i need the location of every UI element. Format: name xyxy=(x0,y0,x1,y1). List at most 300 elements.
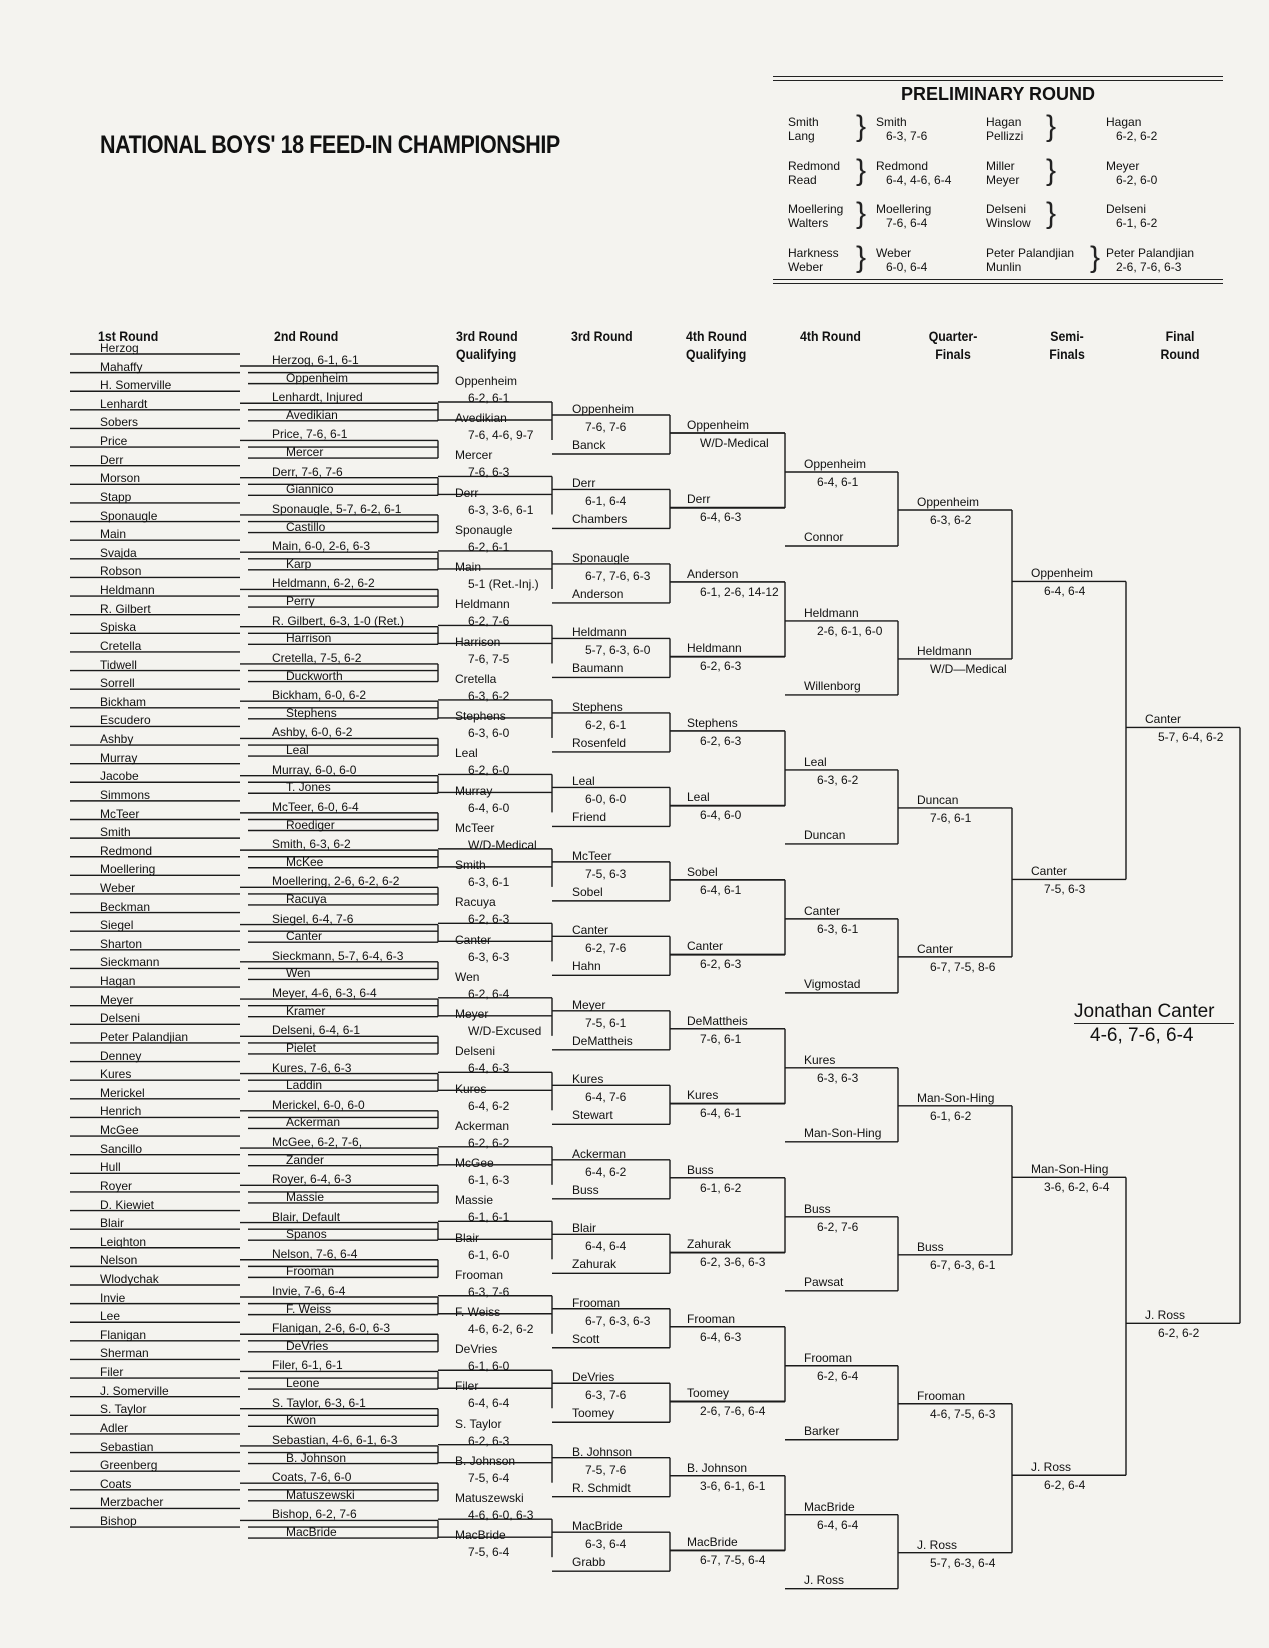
bracket-entry: Mercer xyxy=(455,448,493,463)
bracket-score: W/D-Medical xyxy=(468,837,537,852)
bracket-entry: Matuszewski xyxy=(286,1487,355,1502)
bracket-entry: Leal xyxy=(572,774,595,789)
bracket-score: W/D—Medical xyxy=(930,661,1007,676)
bracket-entry: Beckman xyxy=(100,899,151,914)
bracket-entry: Buss xyxy=(572,1182,599,1197)
bracket-entry: Buss xyxy=(687,1162,714,1177)
bracket-entry: R. Schmidt xyxy=(572,1480,631,1495)
bracket-entry: Sobel xyxy=(572,884,603,899)
bracket-entry: Anderson xyxy=(572,586,624,601)
bracket-entry: Leal xyxy=(687,790,710,805)
bracket-entry: Robson xyxy=(100,564,142,579)
bracket-entry: Willenborg xyxy=(804,678,861,693)
bracket-score: 6-2, 6-4 xyxy=(468,986,510,1001)
round-header: 2nd Round xyxy=(274,328,339,344)
bracket-entry: DeMattheis xyxy=(687,1013,748,1028)
bracket-score: 6-4, 6-2 xyxy=(585,1164,627,1179)
bracket-entry: Man-Son-Hing xyxy=(804,1125,882,1140)
bracket-entry: Bishop, 6-2, 7-6 xyxy=(272,1507,357,1522)
bracket-score: 6-4, 6-2 xyxy=(468,1098,510,1113)
bracket-entry: Morson xyxy=(100,471,141,486)
bracket-entry: Zahurak xyxy=(572,1257,617,1272)
bracket-score: 6-3, 7-6 xyxy=(585,1388,627,1403)
bracket-entry: Duncan xyxy=(804,827,846,842)
bracket-score: 7-6, 6-1 xyxy=(930,810,972,825)
prelim-score: 6-2, 6-2 xyxy=(1116,129,1158,143)
bracket-entry: Price xyxy=(100,434,128,449)
bracket-entry: Heldmann xyxy=(100,583,155,598)
round-header: 4th Round xyxy=(800,328,861,344)
bracket-entry: Oppenheim xyxy=(286,370,349,385)
bracket-entry: Ackerman xyxy=(455,1118,510,1133)
bracket-entry: Kures xyxy=(455,1081,487,1096)
bracket-entry: Heldmann xyxy=(455,597,510,612)
round-header: Final xyxy=(1165,328,1195,344)
round-header: 3rd Round xyxy=(571,328,633,344)
bracket-entry: Rosenfeld xyxy=(572,735,627,750)
bracket-score: 6-3, 6-4 xyxy=(585,1537,627,1552)
preliminary-title: PRELIMINARY ROUND xyxy=(900,84,1095,104)
bracket-entry: Derr, 7-6, 7-6 xyxy=(272,464,343,479)
bracket-entry: Henrich xyxy=(100,1104,142,1119)
bracket-entry: Pawsat xyxy=(804,1274,844,1289)
bracket-entry: Jacobe xyxy=(100,769,139,784)
bracket-entry: Anderson xyxy=(687,566,739,581)
prelim-score: 6-0, 6-4 xyxy=(886,259,928,274)
bracket-entry: B. Johnson xyxy=(286,1450,347,1465)
bracket-score: 3-6, 6-1, 6-1 xyxy=(700,1478,766,1493)
bracket-score: 3-6, 6-2, 6-4 xyxy=(1044,1180,1110,1195)
bracket-score: 7-6, 6-1 xyxy=(700,1031,742,1046)
bracket-entry: Simmons xyxy=(100,787,151,802)
bracket-score: 6-7, 7-5, 8-6 xyxy=(930,959,996,974)
bracket-entry: Royer, 6-4, 6-3 xyxy=(272,1172,352,1187)
bracket-score: 6-2, 6-2 xyxy=(468,1135,510,1150)
bracket-entry: Sobers xyxy=(100,415,139,430)
bracket-entry: DeVries xyxy=(572,1370,615,1385)
bracket-entry: Friend xyxy=(572,810,607,825)
bracket-entry: Duncan xyxy=(917,792,959,807)
bracket-score: 6-2, 6-1 xyxy=(468,539,510,554)
bracket-entry: Derr xyxy=(572,476,596,491)
bracket-entry: Canter xyxy=(804,903,841,918)
bracket-score: 6-1, 6-3 xyxy=(468,1173,510,1188)
bracket-entry: McTeer xyxy=(455,820,495,835)
bracket-entry: MacBride xyxy=(804,1499,855,1514)
bracket-entry: Scott xyxy=(572,1331,600,1346)
prelim-winner: Weber xyxy=(876,245,912,260)
bracket-entry: Barker xyxy=(804,1423,840,1438)
bracket-entry: Pielet xyxy=(286,1040,317,1055)
bracket-entry: Greenberg xyxy=(100,1458,158,1473)
bracket-entry: Sieckmann, 5-7, 6-4, 6-3 xyxy=(272,948,404,963)
prelim-player: Winslow xyxy=(986,216,1031,230)
prelim-player: Weber xyxy=(788,259,824,274)
bracket-entry: Leighton xyxy=(100,1234,147,1249)
bracket-score: 6-2, 6-3 xyxy=(700,659,742,674)
bracket-entry: Ashby, 6-0, 6-2 xyxy=(272,725,353,740)
bracket-score: 7-5, 6-4 xyxy=(468,1545,510,1560)
bracket-entry: McGee xyxy=(455,1156,494,1171)
bracket-score: 6-2, 7-6 xyxy=(468,614,510,629)
bracket-entry: Kures xyxy=(572,1072,604,1087)
bracket-entry: Canter xyxy=(455,932,492,947)
prelim-player: Pellizzi xyxy=(986,129,1024,143)
bracket-score: 6-4, 6-1 xyxy=(700,882,742,897)
bracket-entry: Zander xyxy=(286,1152,325,1167)
prelim-player: Delseni xyxy=(986,202,1027,216)
bracket-entry: Perry xyxy=(286,594,315,609)
bracket-score: 6-1, 6-1 xyxy=(468,1210,510,1225)
bracket-entry: Ackerman xyxy=(572,1146,627,1161)
bracket-score: 6-3, 6-3 xyxy=(817,1070,859,1085)
bracket-entry: Oppenheim xyxy=(917,495,980,509)
bracket-entry: Stephens xyxy=(286,705,337,720)
bracket-score: 6-4, 6-4 xyxy=(468,1396,510,1411)
bracket-entry: Invie, 7-6, 6-4 xyxy=(272,1284,346,1298)
bracket-entry: Leal xyxy=(455,746,478,761)
bracket-entry: Cretella xyxy=(100,638,142,653)
bracket-entry: Delseni xyxy=(100,1011,141,1026)
champion-name: Jonathan Canter xyxy=(1074,1001,1215,1022)
bracket-entry: Siegel, 6-4, 7-6 xyxy=(272,911,354,926)
bracket-entry: Merzbacher xyxy=(100,1495,164,1510)
brace-icon: } xyxy=(1046,197,1057,230)
prelim-score: 6-2, 6-0 xyxy=(1116,172,1158,187)
bracket-entry: McTeer xyxy=(100,806,140,821)
bracket-score: 6-4, 6-0 xyxy=(700,808,742,823)
bracket-score: 7-6, 6-3 xyxy=(468,465,510,480)
bracket-entry: Massie xyxy=(455,1193,494,1208)
bracket-entry: Frooman xyxy=(687,1311,736,1326)
bracket-score: 7-5, 7-6 xyxy=(585,1462,627,1477)
bracket-entry: Sponaugle xyxy=(455,522,513,537)
bracket-entry: Nelson, 7-6, 6-4 xyxy=(272,1246,358,1261)
bracket-score: 7-6, 7-6 xyxy=(585,420,627,434)
bracket-entry: Frooman xyxy=(286,1264,335,1279)
bracket-entry: Man-Son-Hing xyxy=(917,1090,995,1105)
bracket-entry: Canter xyxy=(1145,712,1182,727)
bracket-score: 6-4, 6-3 xyxy=(700,1329,742,1344)
bracket-entry: Filer xyxy=(455,1379,479,1394)
bracket-entry: Ackerman xyxy=(286,1115,341,1130)
round-header: Semi- xyxy=(1050,328,1084,344)
bracket-entry: J. Ross xyxy=(804,1572,845,1587)
bracket-entry: Moellering xyxy=(100,862,156,877)
bracket-entry: Smith xyxy=(455,858,486,873)
bracket-score: 6-2, 6-3 xyxy=(700,733,742,748)
bracket-entry: Stephens xyxy=(572,699,623,714)
bracket-entry: Meyer, 4-6, 6-3, 6-4 xyxy=(272,986,377,1001)
bracket-score: 5-7, 6-3, 6-4 xyxy=(930,1555,996,1570)
bracket-entry: Price, 7-6, 6-1 xyxy=(272,427,348,442)
bracket-entry: Smith, 6-3, 6-2 xyxy=(272,837,351,852)
bracket-entry: Derr xyxy=(455,485,479,500)
bracket-score: 2-6, 6-1, 6-0 xyxy=(817,623,883,638)
bracket-entry: McGee xyxy=(100,1123,139,1138)
prelim-player: Read xyxy=(788,172,817,187)
bracket-score: 6-3, 6-2 xyxy=(930,513,972,527)
bracket-score: W/D-Medical xyxy=(700,436,769,450)
bracket-entry: Sorrell xyxy=(100,676,135,691)
bracket-score: W/D-Excused xyxy=(468,1024,542,1039)
bracket-entry: Oppenheim xyxy=(572,402,635,416)
bracket-entry: Meyer xyxy=(572,997,606,1012)
bracket-entry: MacBride xyxy=(687,1535,738,1550)
bracket-entry: Racuya xyxy=(286,891,327,906)
bracket-entry: Connor xyxy=(804,530,844,544)
bracket-score: 6-2, 6-4 xyxy=(1044,1478,1086,1493)
bracket-entry: Wen xyxy=(455,969,480,984)
bracket-entry: Canter xyxy=(1031,864,1068,879)
bracket-entry: J. Ross xyxy=(1145,1308,1186,1323)
bracket-score: 6-7, 7-6, 6-3 xyxy=(585,568,651,583)
bracket-entry: D. Kiewiet xyxy=(100,1197,155,1212)
bracket-entry: Oppenheim xyxy=(1031,566,1094,581)
bracket-entry: MacBride xyxy=(455,1528,506,1543)
bracket-score: 7-5, 6-3 xyxy=(585,866,627,881)
round-header-sub: Finals xyxy=(935,346,971,362)
brace-icon: } xyxy=(1046,153,1057,187)
bracket-score: 6-2, 6-1 xyxy=(585,717,627,732)
bracket-entry: R. Gilbert xyxy=(100,601,151,616)
bracket-entry: Heldmann xyxy=(917,643,972,658)
bracket-entry: Main xyxy=(100,527,127,542)
bracket-entry: Kwon xyxy=(286,1413,317,1428)
bracket-score: 6-3, 6-3 xyxy=(468,949,510,964)
bracket-entry: Nelson xyxy=(100,1253,138,1268)
prelim-player: Moellering xyxy=(788,202,844,216)
bracket-entry: S. Taylor xyxy=(455,1416,502,1431)
round-header: 3rd Round xyxy=(456,328,518,344)
bracket-entry: Massie xyxy=(286,1189,325,1204)
bracket-entry: Buss xyxy=(804,1201,831,1216)
bracket-entry: Invie xyxy=(100,1290,126,1305)
prelim-score: 7-6, 6-4 xyxy=(886,216,928,230)
bracket-entry: Buss xyxy=(917,1239,944,1254)
bracket-entry: Frooman xyxy=(804,1350,853,1365)
bracket-entry: Racuya xyxy=(455,895,496,910)
prelim-player: Munlin xyxy=(986,259,1022,274)
prelim-score: 2-6, 7-6, 6-3 xyxy=(1116,259,1182,274)
bracket-score: 6-3, 6-0 xyxy=(468,726,510,741)
bracket-entry: Smith xyxy=(100,825,131,840)
page-title: NATIONAL BOYS' 18 FEED-IN CHAMPIONSHIP xyxy=(100,131,560,159)
bracket-entry: Man-Son-Hing xyxy=(1031,1162,1109,1177)
bracket-entry: Kures xyxy=(687,1088,719,1103)
bracket-entry: Lenhardt, Injured xyxy=(272,390,363,405)
prelim-player: Smith xyxy=(788,115,819,129)
bracket-entry: Peter Palandjian xyxy=(100,1029,189,1044)
round-header: Quarter- xyxy=(928,328,978,344)
bracket-entry: Svajda xyxy=(100,545,137,560)
bracket-score: 6-4, 6-3 xyxy=(468,1061,510,1076)
bracket-entry: Avedikian xyxy=(455,411,507,426)
bracket-entry: Siegel xyxy=(100,918,134,933)
bracket-entry: Canter xyxy=(687,939,724,954)
bracket-entry: Filer xyxy=(100,1365,124,1380)
bracket-entry: Stephens xyxy=(455,709,506,724)
bracket-entry: Delseni, 6-4, 6-1 xyxy=(272,1023,361,1038)
bracket-score: 6-4, 7-6 xyxy=(585,1090,627,1105)
bracket-entry: Grabb xyxy=(572,1555,606,1570)
bracket-entry: Adler xyxy=(100,1420,129,1435)
bracket-entry: B. Johnson xyxy=(687,1460,748,1475)
prelim-player: Miller xyxy=(986,158,1015,173)
brace-icon: } xyxy=(1046,110,1057,143)
bracket-entry: B. Johnson xyxy=(572,1444,633,1459)
bracket-entry: Cretella xyxy=(455,671,497,686)
bracket-entry: Main xyxy=(455,560,482,575)
bracket-score: 6-3, 6-1 xyxy=(817,921,859,936)
bracket-entry: Avedikian xyxy=(286,407,338,422)
bracket-entry: Canter xyxy=(917,941,954,956)
bracket-entry: Coats, 7-6, 6-0 xyxy=(272,1470,352,1485)
bracket-score: 6-3, 3-6, 6-1 xyxy=(468,502,534,517)
bracket-entry: Oppenheim xyxy=(804,457,867,471)
bracket-entry: Sancillo xyxy=(100,1141,143,1156)
bracket-score: 4-6, 6-2, 6-2 xyxy=(468,1322,534,1336)
prelim-player: Peter Palandjian xyxy=(986,245,1075,260)
bracket-score: 5-7, 6-3, 6-0 xyxy=(585,643,651,658)
prelim-player: Hagan xyxy=(986,115,1022,129)
round-header: 1st Round xyxy=(98,328,159,344)
bracket-score: 6-2, 7-6 xyxy=(585,941,627,956)
bracket-entry: Giannico xyxy=(286,482,334,497)
bracket-score: 6-7, 6-3, 6-1 xyxy=(930,1257,996,1272)
bracket-entry: Ashby xyxy=(100,732,134,747)
bracket-entry: T. Jones xyxy=(286,780,331,795)
bracket-entry: Cretella, 7-5, 6-2 xyxy=(272,650,362,665)
bracket-entry: Bickham, 6-0, 6-2 xyxy=(272,688,367,703)
brace-icon: } xyxy=(856,110,867,143)
bracket-entry: Derr xyxy=(687,492,711,507)
bracket-entry: Oppenheim xyxy=(687,418,750,432)
bracket-entry: Sponaugle, 5-7, 6-2, 6-1 xyxy=(272,501,402,516)
bracket-score: 6-1, 6-4 xyxy=(585,494,627,509)
bracket-entry: Wlodychak xyxy=(100,1272,159,1286)
bracket-entry: Harrison xyxy=(455,634,501,649)
bracket-entry: Wen xyxy=(286,966,311,981)
prelim-winner: Hagan xyxy=(1106,115,1142,129)
bracket-entry: Blair xyxy=(455,1230,480,1245)
bracket-entry: Kures xyxy=(804,1052,836,1067)
bracket-entry: Kramer xyxy=(286,1003,326,1018)
bracket-entry: Lee xyxy=(100,1309,121,1324)
bracket-entry: Blair xyxy=(572,1221,597,1236)
brace-icon: } xyxy=(1090,240,1101,274)
bracket-entry: Delseni xyxy=(455,1044,496,1059)
bracket-entry: Frooman xyxy=(455,1267,504,1282)
bracket-entry: Murray, 6-0, 6-0 xyxy=(272,762,357,777)
bracket-entry: Frooman xyxy=(917,1388,966,1403)
bracket-entry: Moellering, 2-6, 6-2, 6-2 xyxy=(272,874,400,889)
bracket-entry: Hahn xyxy=(572,959,601,974)
bracket-score: 6-3, 6-2 xyxy=(468,688,510,703)
bracket-entry: DeMattheis xyxy=(572,1033,633,1048)
bracket-entry: Redmond xyxy=(100,843,153,858)
bracket-entry: Royer xyxy=(100,1178,133,1193)
prelim-score: 6-3, 7-6 xyxy=(886,129,928,143)
prelim-winner: Redmond xyxy=(876,158,929,173)
bracket-score: 6-4, 6-4 xyxy=(1044,584,1086,599)
bracket-entry: Duckworth xyxy=(286,668,343,683)
brace-icon: } xyxy=(856,240,867,274)
prelim-winner: Peter Palandjian xyxy=(1106,245,1195,260)
bracket-entry: Leal xyxy=(804,754,827,769)
prelim-winner: Smith xyxy=(876,115,907,129)
bracket-entry: Blair xyxy=(100,1216,125,1231)
bracket-entry: Kures xyxy=(100,1067,132,1082)
bracket-entry: Leone xyxy=(286,1376,320,1391)
champion-score: 4-6, 7-6, 6-4 xyxy=(1090,1025,1194,1046)
prelim-player: Walters xyxy=(788,216,829,230)
bracket-entry: Heldmann, 6-2, 6-2 xyxy=(272,576,375,591)
bracket-entry: Stewart xyxy=(572,1108,613,1123)
bracket-entry: Heldmann xyxy=(687,641,742,656)
bracket-score: 6-2, 6-1 xyxy=(468,391,510,405)
prelim-player: Harkness xyxy=(788,245,839,260)
bracket-score: 5-7, 6-4, 6-2 xyxy=(1158,730,1224,745)
bracket-entry: DeVries xyxy=(455,1342,498,1357)
bracket-entry: McTeer, 6-0, 6-4 xyxy=(272,799,359,814)
bracket-score: 6-4, 6-1 xyxy=(700,1106,742,1121)
bracket-score: 7-5, 6-3 xyxy=(1044,882,1086,897)
bracket-entry: Herzog, 6-1, 6-1 xyxy=(272,353,359,367)
bracket-entry: MacBride xyxy=(572,1519,623,1534)
bracket-score: 6-2, 6-2 xyxy=(1158,1326,1200,1341)
bracket-entry: Oppenheim xyxy=(455,374,518,388)
round-header-sub: Qualifying xyxy=(686,346,747,362)
bracket-score: 2-6, 7-6, 6-4 xyxy=(700,1404,766,1419)
bracket-entry: Heldmann xyxy=(804,605,859,620)
bracket-score: 6-0, 6-0 xyxy=(585,792,627,807)
bracket-entry: Escudero xyxy=(100,713,151,728)
bracket-score: 6-4, 6-1 xyxy=(817,475,859,489)
bracket-score: 6-3, 6-1 xyxy=(468,875,510,890)
prelim-score: 6-1, 6-2 xyxy=(1116,216,1158,230)
bracket-entry: Frooman xyxy=(572,1295,621,1310)
bracket-score: 6-3, 6-2 xyxy=(817,772,859,787)
bracket-score: 6-4, 6-0 xyxy=(468,800,510,815)
bracket-entry: Main, 6-0, 2-6, 6-3 xyxy=(272,539,371,554)
bracket-entry: Filer, 6-1, 6-1 xyxy=(272,1358,343,1373)
bracket-entry: Sharton xyxy=(100,936,143,951)
bracket-entry: Hull xyxy=(100,1160,121,1175)
bracket-entry: Herzog xyxy=(100,341,139,355)
bracket-entry: S. Taylor, 6-3, 6-1 xyxy=(272,1395,366,1410)
round-header-sub: Round xyxy=(1160,346,1200,362)
bracket-score: 4-6, 7-5, 6-3 xyxy=(930,1406,996,1421)
round-header-sub: Finals xyxy=(1049,346,1085,362)
bracket-entry: Canter xyxy=(572,923,609,938)
bracket-score: 6-2, 6-3 xyxy=(700,957,742,972)
bracket-entry: Mercer xyxy=(286,445,324,460)
bracket-entry: F. Weiss xyxy=(455,1305,501,1319)
bracket-entry: Merickel xyxy=(100,1085,145,1100)
bracket-score: 7-6, 7-5 xyxy=(468,651,510,666)
bracket-entry: Zahurak xyxy=(687,1237,732,1252)
bracket-entry: S. Taylor xyxy=(100,1402,147,1417)
bracket-entry: Meyer xyxy=(455,1007,489,1022)
prelim-score: 6-4, 4-6, 6-4 xyxy=(886,172,952,187)
bracket-score: 6-2, 7-6 xyxy=(817,1219,859,1234)
bracket-entry: Chambers xyxy=(572,512,628,527)
bracket-entry: Spiska xyxy=(100,620,137,635)
bracket-entry: Meyer xyxy=(100,992,134,1007)
brace-icon: } xyxy=(856,153,867,187)
bracket-entry: Toomey xyxy=(687,1386,730,1401)
